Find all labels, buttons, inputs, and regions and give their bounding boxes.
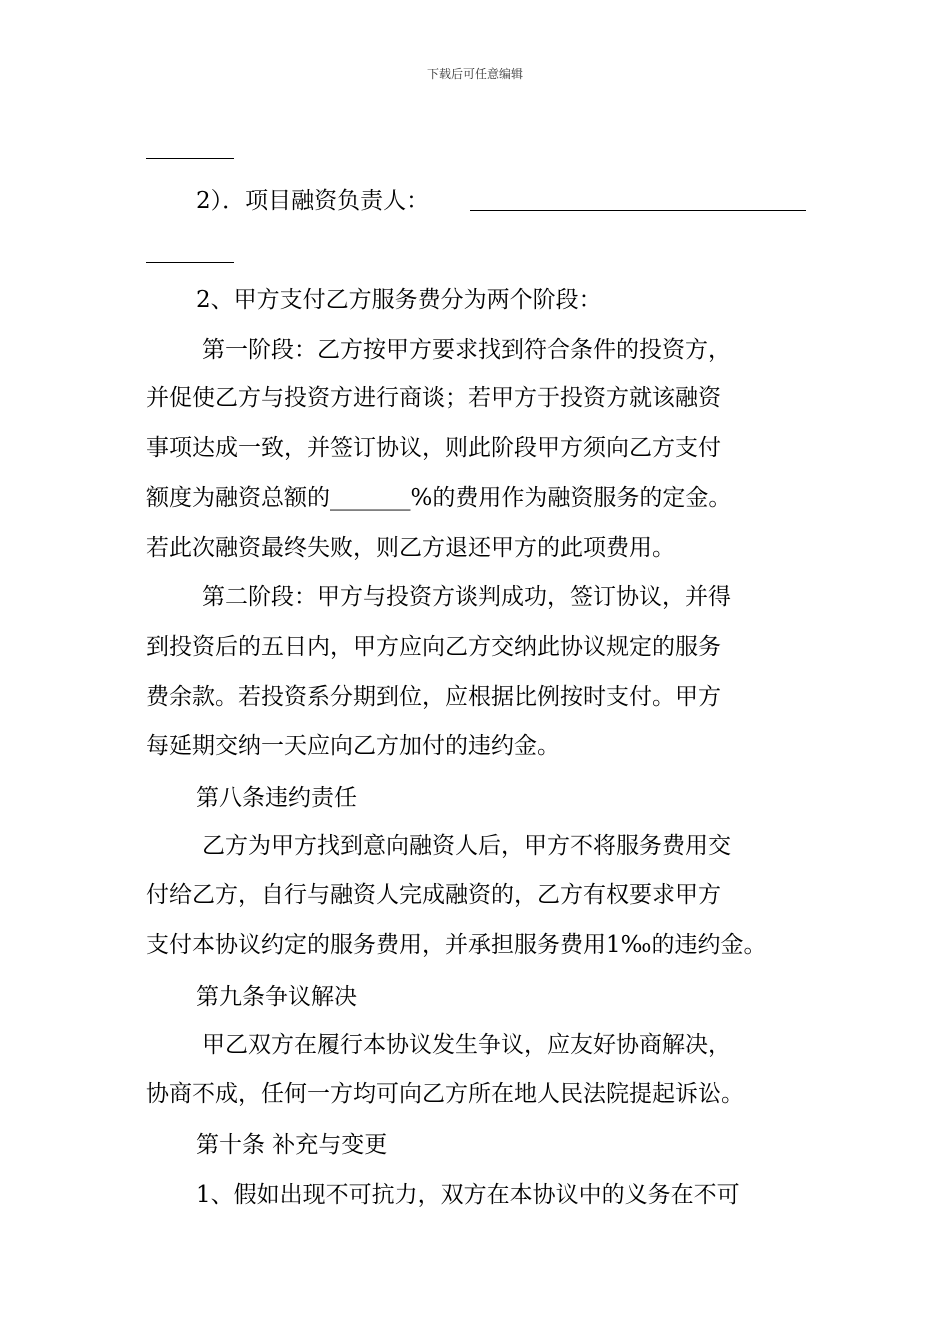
paragraph-line: 第一阶段：乙方按甲方要求找到符合条件的投资方， — [202, 337, 731, 363]
paragraph-line: 并促使乙方与投资方进行商谈；若甲方于投资方就该融资 — [146, 385, 721, 411]
line-project-financing-lead — [196, 186, 429, 216]
paragraph-line: 每延期交纳一天应向乙方加付的违约金。 — [146, 733, 560, 759]
paragraph-line — [146, 483, 731, 513]
paragraph-line: 事项达成一致，并签订协议，则此阶段甲方须向乙方支付 — [146, 435, 721, 461]
section-heading: 第八条违约责任 — [196, 785, 357, 811]
blank-percentage: _______ — [330, 485, 411, 511]
paragraph-line: 1、假如出现不可抗力，双方在本协议中的义务在不可 — [196, 1182, 740, 1208]
text-project-financing-lead: 2）．项目融资负责人： — [196, 188, 430, 214]
paragraph-line: 付给乙方，自行与融资人完成融资的，乙方有权要求甲方 — [146, 882, 721, 908]
paragraph-line: 支付本协议约定的服务费用，并承担服务费用1‰的违约金。 — [146, 932, 767, 958]
section-heading: 第十条 补充与变更 — [196, 1132, 388, 1158]
paragraph-line: 协商不成，任何一方均可向乙方所在地人民法院提起诉讼。 — [146, 1081, 744, 1107]
blank-underline — [146, 158, 234, 159]
paragraph-line: 第二阶段：甲方与投资方谈判成功，签订协议，并得 — [202, 584, 731, 610]
paragraph-line: 若此次融资最终失败，则乙方退还甲方的此项费用。 — [146, 535, 675, 561]
paragraph-line: 乙方为甲方找到意向融资人后，甲方不将服务费用交 — [202, 833, 731, 859]
paragraph-line: 甲乙双方在履行本协议发生争议，应友好协商解决， — [202, 1032, 731, 1058]
paragraph-line: 2、甲方支付乙方服务费分为两个阶段： — [196, 287, 602, 313]
page-header: 下载后可任意编辑 — [426, 67, 523, 81]
blank-underline — [146, 262, 234, 263]
paragraph-line: 到投资后的五日内，甲方应向乙方交纳此协议规定的服务 — [146, 634, 721, 660]
blank-underline — [470, 210, 806, 211]
paragraph-line: 费余款。若投资系分期到位，应根据比例按时支付。甲方 — [146, 684, 721, 710]
text-fee-ratio-suffix: %的费用作为融资服务的定金。 — [410, 485, 732, 511]
text-fee-ratio-prefix: 额度为融资总额的 — [146, 485, 330, 511]
section-heading: 第九条争议解决 — [196, 984, 357, 1010]
